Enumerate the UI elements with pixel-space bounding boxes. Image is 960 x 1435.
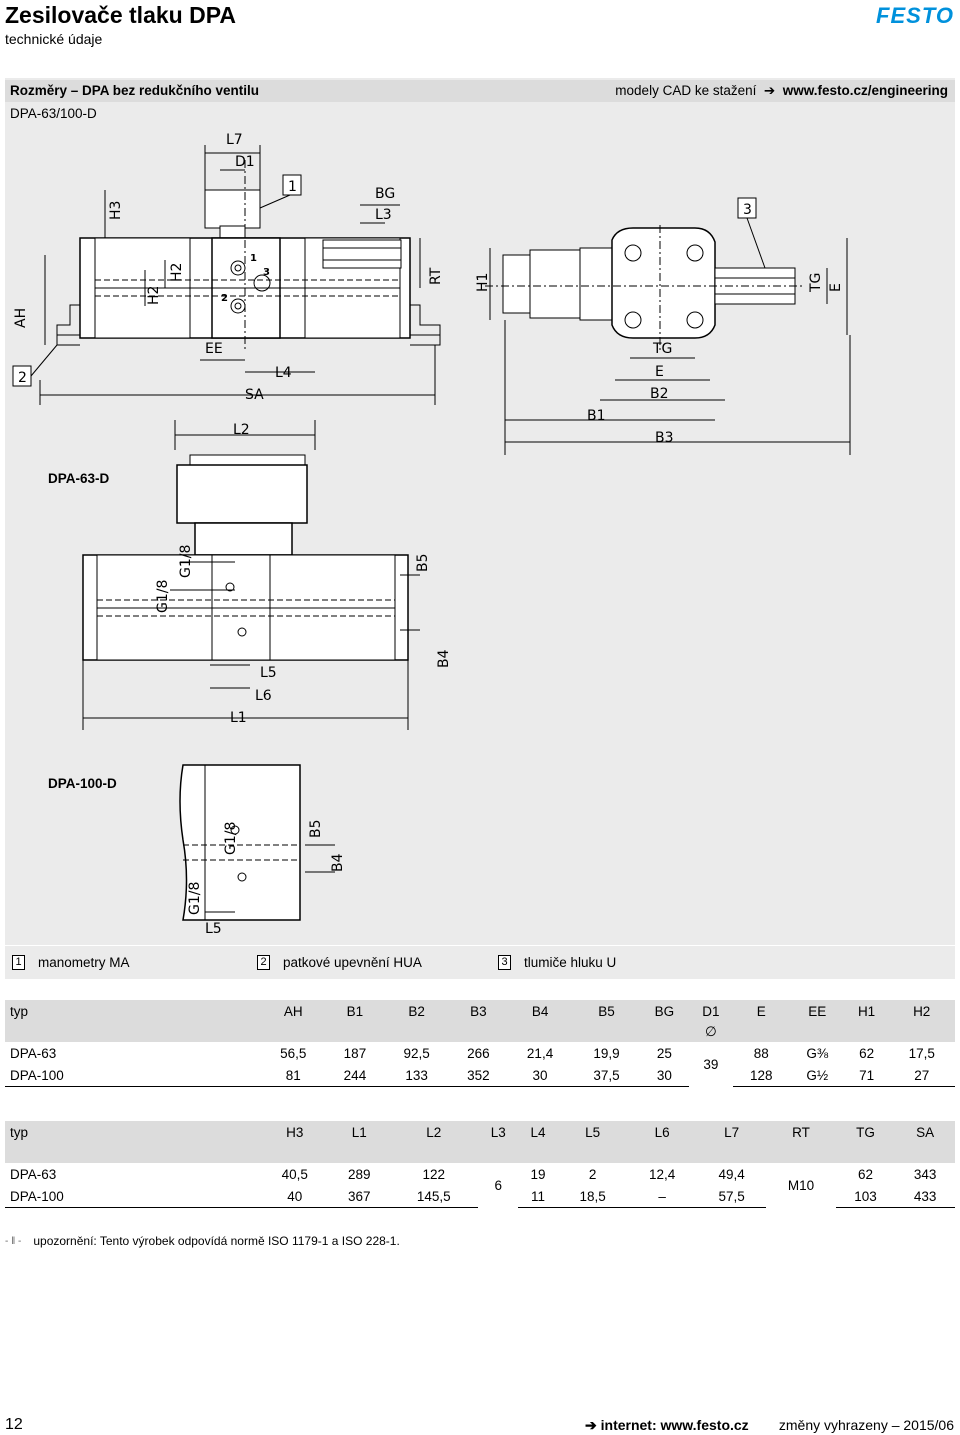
- dim-L5: L5: [260, 665, 277, 681]
- legend-item-1: [12, 955, 130, 970]
- cell: 187: [326, 1042, 383, 1064]
- dim-L2: L2: [233, 422, 250, 438]
- callout-3: 3: [743, 202, 752, 218]
- col-header: B2: [383, 1000, 449, 1022]
- cell: G⅜: [790, 1042, 845, 1064]
- port-3: 3: [263, 267, 270, 278]
- col-header: L4: [518, 1121, 558, 1143]
- dim-B1: B1: [587, 408, 606, 424]
- col-header: L6: [627, 1121, 696, 1143]
- cell: 122: [389, 1163, 478, 1185]
- cell: 19: [518, 1163, 558, 1185]
- cell: 266: [450, 1042, 507, 1064]
- dim-G18a: G1/8: [155, 579, 171, 613]
- symbol-row: [5, 1022, 955, 1042]
- cell: 30: [507, 1064, 573, 1087]
- port-1: 1: [250, 253, 257, 264]
- dim-TG2: TG: [653, 341, 673, 357]
- dim-G18b: G1/8: [178, 544, 194, 578]
- cell: 133: [383, 1064, 449, 1087]
- dimensions-table-1: [5, 1000, 955, 1087]
- dim-L4: L4: [275, 365, 292, 381]
- cell: 2: [558, 1163, 627, 1185]
- dpa100-drawing: [180, 765, 335, 920]
- note-text: upozornění: Tento výrobek odpovídá normě ISO 1179-1 a ISO 228-1.: [33, 1234, 400, 1248]
- cell: 88: [733, 1042, 790, 1064]
- cell-d1-shared: 39: [689, 1042, 733, 1087]
- note: [5, 1234, 400, 1248]
- cell: –: [627, 1185, 696, 1208]
- dim-H3: H3: [108, 200, 124, 220]
- legend-item-3: [498, 955, 616, 970]
- cell: 128: [733, 1064, 790, 1087]
- col-header: L1: [329, 1121, 389, 1143]
- model-label: DPA-63/100-D: [10, 106, 97, 121]
- cell: 56,5: [260, 1042, 326, 1064]
- cell: 92,5: [383, 1042, 449, 1064]
- callout-1: 1: [288, 179, 297, 195]
- cell: 19,9: [573, 1042, 639, 1064]
- legend-num: 2: [257, 955, 270, 970]
- cell: 18,5: [558, 1185, 627, 1208]
- legend-num: 3: [498, 955, 511, 970]
- end-view-drawing: [485, 198, 850, 455]
- cell: DPA-63: [5, 1163, 260, 1185]
- dim-B5: B5: [415, 553, 431, 572]
- col-header: RT: [766, 1121, 835, 1143]
- page-number: 12: [5, 1416, 23, 1433]
- cell: 30: [640, 1064, 689, 1087]
- technical-drawing: [5, 120, 955, 940]
- dim-L3: L3: [375, 207, 392, 223]
- festo-logo: FESTO: [876, 3, 954, 28]
- cell: 81: [260, 1064, 326, 1087]
- diameter-symbol: ∅: [689, 1022, 733, 1042]
- col-header: BG: [640, 1000, 689, 1022]
- col-header: L3: [478, 1121, 518, 1143]
- cad-text: modely CAD ke stažení: [615, 83, 757, 98]
- dim-H2b: H2: [169, 262, 185, 282]
- cell: 103: [836, 1185, 896, 1208]
- page-subtitle: technické údaje: [5, 31, 103, 47]
- cell: 71: [845, 1064, 889, 1087]
- table-row: [5, 1163, 955, 1185]
- col-header: L7: [697, 1121, 766, 1143]
- col-header: TG: [836, 1121, 896, 1143]
- variant-label-63: DPA-63-D: [48, 471, 110, 486]
- legend-num: 1: [12, 955, 25, 970]
- arrow-right-icon: ➔: [760, 83, 779, 98]
- cell: 62: [845, 1042, 889, 1064]
- dim-L6: L6: [255, 688, 272, 704]
- dim-BG: BG: [375, 186, 396, 202]
- cell: 40,5: [260, 1163, 329, 1185]
- col-header: B5: [573, 1000, 639, 1022]
- cell: DPA-63: [5, 1042, 260, 1064]
- dim-L7: L7: [226, 132, 243, 148]
- dim-G18c: G1/8: [223, 821, 239, 855]
- cell: G½: [790, 1064, 845, 1087]
- cell: 40: [260, 1185, 329, 1208]
- cell: 49,4: [697, 1163, 766, 1185]
- dim-RT: RT: [428, 267, 444, 285]
- col-header: AH: [260, 1000, 326, 1022]
- callout-2: 2: [18, 370, 27, 386]
- port-2: 2: [221, 293, 228, 304]
- dimensions-table-2: [5, 1121, 955, 1208]
- col-header: SA: [895, 1121, 955, 1143]
- legend-text: tlumiče hluku U: [524, 955, 617, 970]
- dim-B5b: B5: [308, 819, 324, 838]
- cell: DPA-100: [5, 1185, 260, 1208]
- dim-H2a: H2: [146, 285, 162, 305]
- dim-TG: TG: [808, 272, 824, 292]
- cell: 244: [326, 1064, 383, 1087]
- info-icon: - ‖ -: [5, 1235, 22, 1247]
- cell: 343: [895, 1163, 955, 1185]
- legend-text: manometry MA: [38, 955, 130, 970]
- col-header: E: [733, 1000, 790, 1022]
- col-header: B1: [326, 1000, 383, 1022]
- legend-item-2: [257, 955, 422, 970]
- cad-url[interactable]: www.festo.cz/engineering: [782, 83, 948, 98]
- col-header: typ: [5, 1121, 260, 1143]
- col-header: B3: [450, 1000, 507, 1022]
- col-header: H3: [260, 1121, 329, 1143]
- cell: 352: [450, 1064, 507, 1087]
- cell: 433: [895, 1185, 955, 1208]
- variant-label-100: DPA-100-D: [48, 776, 117, 791]
- cell: 57,5: [697, 1185, 766, 1208]
- dim-L5b: L5: [205, 921, 222, 937]
- col-header: H2: [888, 1000, 955, 1022]
- footer-changes-note: změny vyhrazeny – 2015/06: [778, 1417, 954, 1433]
- table-row: [5, 1064, 955, 1087]
- col-header: EE: [790, 1000, 845, 1022]
- cell: 25: [640, 1042, 689, 1064]
- cell: 27: [888, 1064, 955, 1087]
- dpa63-drawing: [83, 455, 420, 730]
- cell: 145,5: [389, 1185, 478, 1208]
- footer-web-text[interactable]: internet: www.festo.cz: [600, 1417, 749, 1433]
- legend-text: patkové upevnění HUA: [283, 955, 422, 970]
- cad-download-link[interactable]: [615, 83, 948, 99]
- dim-L1: L1: [230, 710, 247, 726]
- dim-B4: B4: [436, 649, 452, 668]
- cell: 367: [329, 1185, 389, 1208]
- cell: 11: [518, 1185, 558, 1208]
- dim-SA: SA: [245, 387, 264, 403]
- cell: 21,4: [507, 1042, 573, 1064]
- cell-rt-shared: M10: [766, 1163, 835, 1208]
- footer-website-link[interactable]: [585, 1417, 749, 1434]
- dim-EE: EE: [205, 341, 223, 357]
- dim-AH: AH: [13, 307, 29, 328]
- dim-E: E: [828, 283, 844, 292]
- dim-B2: B2: [650, 386, 669, 402]
- col-header: typ: [5, 1000, 260, 1022]
- col-header: L2: [389, 1121, 478, 1143]
- dim-B3: B3: [655, 430, 674, 446]
- dim-H1: H1: [475, 272, 491, 292]
- col-header: D1: [689, 1000, 733, 1022]
- page-title: Zesilovače tlaku DPA: [5, 2, 236, 28]
- cell: 289: [329, 1163, 389, 1185]
- col-header: B4: [507, 1000, 573, 1022]
- cell: 62: [836, 1163, 896, 1185]
- cell: 37,5: [573, 1064, 639, 1087]
- table-row: [5, 1042, 955, 1064]
- dim-G18d: G1/8: [187, 881, 203, 915]
- dim-B4b: B4: [330, 853, 346, 872]
- cell-l3-shared: 6: [478, 1163, 518, 1208]
- symbol-row: [5, 1143, 955, 1163]
- col-header: L5: [558, 1121, 627, 1143]
- dim-D1: D1: [235, 154, 255, 170]
- cell: 12,4: [627, 1163, 696, 1185]
- cell: DPA-100: [5, 1064, 260, 1087]
- section-title: Rozměry – DPA bez redukčního ventilu: [10, 83, 260, 98]
- legend: [5, 945, 955, 979]
- arrow-right-icon: ➔: [585, 1417, 601, 1433]
- col-header: H1: [845, 1000, 889, 1022]
- dim-E2: E: [655, 364, 664, 380]
- cell: 17,5: [888, 1042, 955, 1064]
